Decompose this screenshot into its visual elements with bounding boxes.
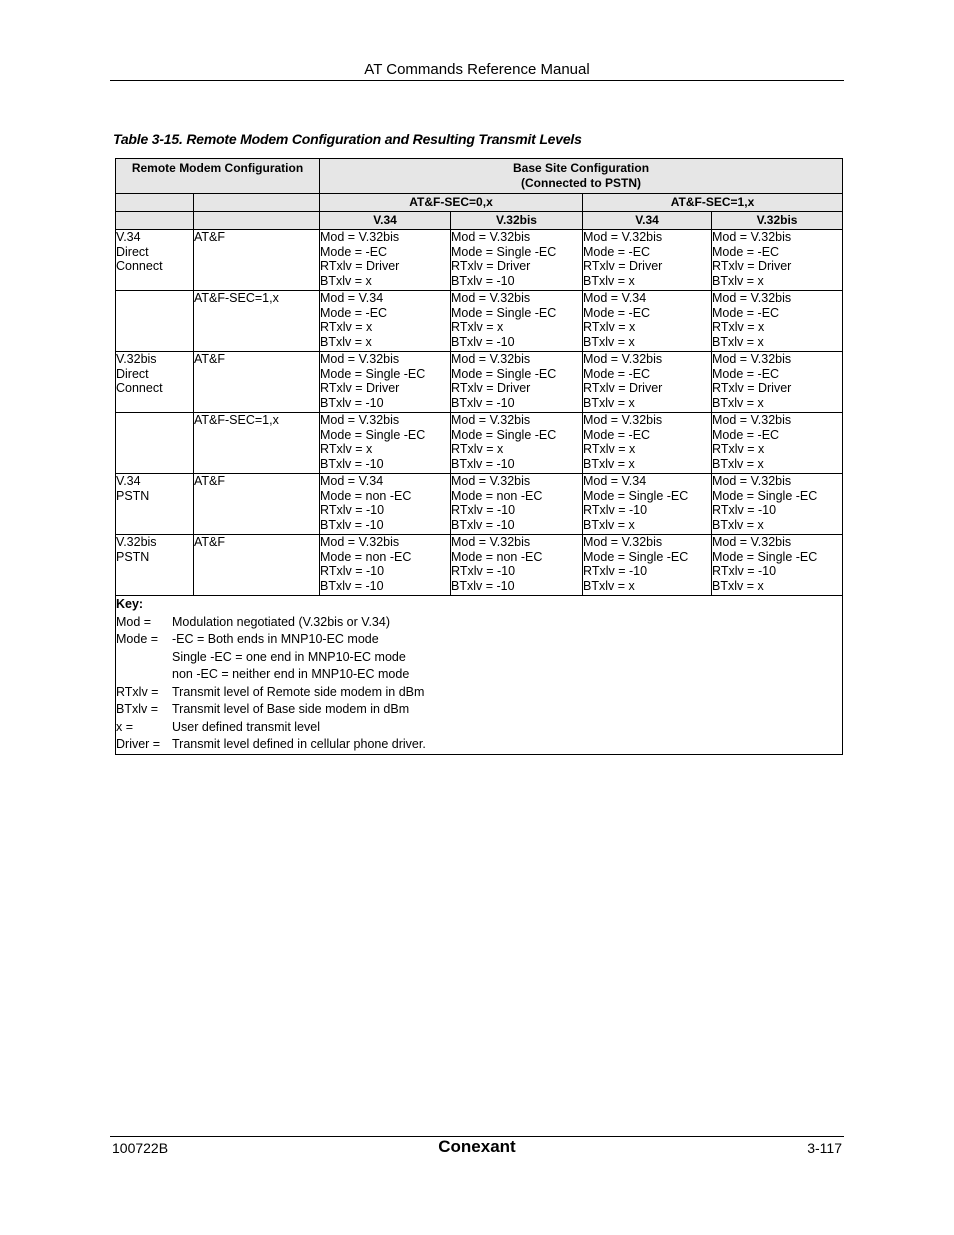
key-entry bbox=[116, 631, 842, 649]
result-cell: Mod = V.34 Mode = -EC RTxlv = x BTxlv = x bbox=[320, 291, 451, 352]
key-definition: non -EC = neither end in MNP10-EC mode bbox=[172, 667, 410, 681]
result-cell: Mod = V.32bis Mode = -EC RTxlv = x BTxlv = x bbox=[583, 413, 712, 474]
remote-modem-cell: V.32bis PSTN bbox=[116, 535, 194, 596]
remote-modem-cell bbox=[116, 413, 194, 474]
table-row bbox=[116, 230, 843, 291]
result-cell: Mod = V.32bis Mode = Single -EC RTxlv = Driver BTxlv = -10 bbox=[451, 230, 583, 291]
col-header: V.34 bbox=[583, 212, 712, 230]
sec-header-row bbox=[116, 194, 843, 212]
result-cell: Mod = V.32bis Mode = Single -EC RTxlv = -10 BTxlv = x bbox=[712, 535, 843, 596]
key-term: BTxlv = bbox=[116, 702, 159, 716]
key-definition: Modulation negotiated (V.32bis or V.34) bbox=[172, 614, 390, 629]
key-definition: Transmit level of Base side modem in dBm bbox=[172, 702, 410, 716]
table-row bbox=[116, 413, 843, 474]
key-definition: User defined transmit level bbox=[172, 719, 320, 734]
col-header: V.34 bbox=[320, 212, 451, 230]
result-cell: Mod = V.32bis Mode = -EC RTxlv = x BTxlv = x bbox=[712, 413, 843, 474]
result-cell: Mod = V.32bis Mode = Single -EC RTxlv = x BTxlv = -10 bbox=[451, 291, 583, 352]
key-term: Driver = bbox=[116, 737, 161, 751]
sec0-header: AT&F-SEC=0,x bbox=[320, 194, 583, 212]
key-entry bbox=[116, 649, 842, 667]
remote-modem-cell: V.34 Direct Connect bbox=[116, 230, 194, 291]
header-rule bbox=[110, 80, 844, 81]
command-cell: AT&F-SEC=1,x bbox=[194, 413, 320, 474]
result-cell: Mod = V.32bis Mode = non -EC RTxlv = -10 BTxlv = -10 bbox=[451, 474, 583, 535]
col-header: V.32bis bbox=[712, 212, 843, 230]
command-cell: AT&F bbox=[194, 230, 320, 291]
table-row bbox=[116, 474, 843, 535]
key-legend bbox=[116, 596, 843, 755]
table-caption: Table 3-15. Remote Modem Configuration and Resulting Transmit Levels bbox=[113, 131, 582, 147]
table-header-row bbox=[116, 159, 843, 194]
key-entry bbox=[116, 719, 842, 737]
running-header-title: AT Commands Reference Manual bbox=[364, 61, 590, 78]
base-config-header: Base Site Configuration (Connected to PSTN) bbox=[320, 159, 843, 194]
key-definition: Single -EC = one end in MNP10-EC mode bbox=[172, 649, 406, 664]
result-cell: Mod = V.34 Mode = Single -EC RTxlv = -10 BTxlv = x bbox=[583, 474, 712, 535]
result-cell: Mod = V.34 Mode = -EC RTxlv = x BTxlv = x bbox=[583, 291, 712, 352]
result-cell: Mod = V.32bis Mode = Single -EC RTxlv = Driver BTxlv = -10 bbox=[451, 352, 583, 413]
table-row bbox=[116, 291, 843, 352]
result-cell: Mod = V.32bis Mode = -EC RTxlv = Driver BTxlv = x bbox=[583, 352, 712, 413]
company-name: Conexant bbox=[438, 1137, 516, 1156]
result-cell: Mod = V.32bis Mode = Single -EC RTxlv = -10 BTxlv = x bbox=[712, 474, 843, 535]
table-row bbox=[116, 352, 843, 413]
key-term: x = bbox=[116, 719, 134, 734]
key-entry bbox=[116, 701, 842, 719]
key-entry bbox=[116, 614, 842, 632]
document-number: 100722B bbox=[112, 1140, 169, 1156]
blank-header-cell bbox=[194, 212, 320, 230]
command-cell: AT&F bbox=[194, 535, 320, 596]
table-row bbox=[116, 535, 843, 596]
result-cell: Mod = V.34 Mode = non -EC RTxlv = -10 BTxlv = -10 bbox=[320, 474, 451, 535]
result-cell: Mod = V.32bis Mode = -EC RTxlv = Driver BTxlv = x bbox=[712, 352, 843, 413]
key-term bbox=[116, 649, 172, 667]
result-cell: Mod = V.32bis Mode = Single -EC RTxlv = x BTxlv = -10 bbox=[451, 413, 583, 474]
result-cell: Mod = V.32bis Mode = non -EC RTxlv = -10 BTxlv = -10 bbox=[451, 535, 583, 596]
key-term: Mod = bbox=[116, 614, 152, 629]
result-cell: Mod = V.32bis Mode = -EC RTxlv = Driver BTxlv = x bbox=[712, 230, 843, 291]
key-entry bbox=[116, 684, 842, 702]
remote-modem-cell bbox=[116, 291, 194, 352]
key-title: Key: bbox=[116, 597, 144, 611]
key-row bbox=[116, 596, 843, 755]
command-cell: AT&F bbox=[194, 474, 320, 535]
transmit-levels-table bbox=[115, 158, 843, 755]
key-term: RTxlv = bbox=[116, 684, 159, 699]
result-cell: Mod = V.32bis Mode = Single -EC RTxlv = Driver BTxlv = -10 bbox=[320, 352, 451, 413]
blank-header-cell bbox=[116, 194, 194, 212]
result-cell: Mod = V.32bis Mode = -EC RTxlv = x BTxlv = x bbox=[712, 291, 843, 352]
col-header: V.32bis bbox=[451, 212, 583, 230]
key-term bbox=[116, 666, 172, 684]
key-definition: Transmit level of Remote side modem in dBm bbox=[172, 684, 425, 699]
result-cell: Mod = V.32bis Mode = non -EC RTxlv = -10 BTxlv = -10 bbox=[320, 535, 451, 596]
key-definition: -EC = Both ends in MNP10-EC mode bbox=[172, 632, 379, 646]
modulation-header-row bbox=[116, 212, 843, 230]
remote-modem-cell: V.32bis Direct Connect bbox=[116, 352, 194, 413]
key-definition: Transmit level defined in cellular phone driver. bbox=[172, 737, 426, 751]
command-cell: AT&F-SEC=1,x bbox=[194, 291, 320, 352]
key-entry bbox=[116, 666, 842, 684]
remote-config-header: Remote Modem Configuration bbox=[116, 159, 320, 194]
key-term: Mode = bbox=[116, 632, 159, 646]
command-cell: AT&F bbox=[194, 352, 320, 413]
blank-header-cell bbox=[116, 212, 194, 230]
blank-header-cell bbox=[194, 194, 320, 212]
key-entry bbox=[116, 736, 842, 754]
page-number: 3-117 bbox=[807, 1140, 842, 1156]
result-cell: Mod = V.32bis Mode = Single -EC RTxlv = x BTxlv = -10 bbox=[320, 413, 451, 474]
result-cell: Mod = V.32bis Mode = -EC RTxlv = Driver BTxlv = x bbox=[583, 230, 712, 291]
result-cell: Mod = V.32bis Mode = Single -EC RTxlv = -10 BTxlv = x bbox=[583, 535, 712, 596]
result-cell: Mod = V.32bis Mode = -EC RTxlv = Driver BTxlv = x bbox=[320, 230, 451, 291]
sec1-header: AT&F-SEC=1,x bbox=[583, 194, 843, 212]
remote-modem-cell: V.34 PSTN bbox=[116, 474, 194, 535]
